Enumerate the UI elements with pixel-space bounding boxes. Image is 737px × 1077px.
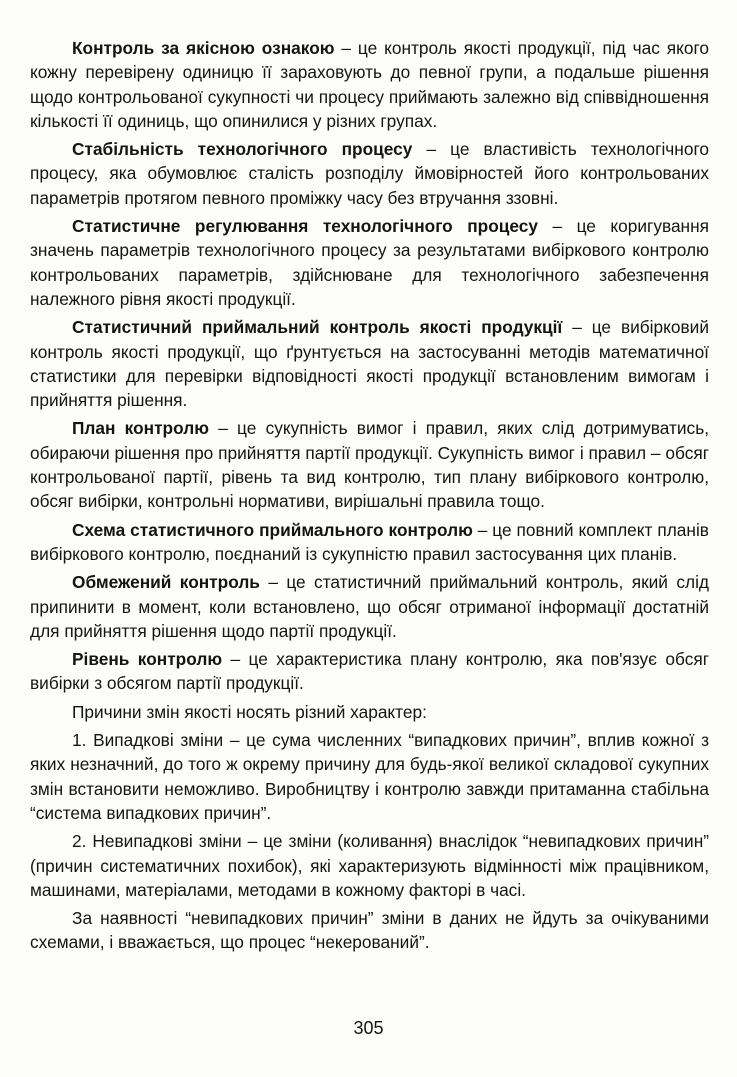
paragraph-text: 1. Випадкові зміни – це сума численних “випадкових причин”, вплив кожної з яких незначний, до того ж окрему причину для будь-якої великої складової сукупних змін встановити неможливо. Виробництву і контролю завжди притаманна стабільна “система випадкових причин”.	[30, 730, 709, 823]
paragraph	[30, 728, 709, 825]
definition: – це статистичний приймальний контроль, який слід припинити в момент, коли встановлено, що обсяг отриманої інформації достатній для прийняття рішення щодо партії продукції.	[30, 572, 709, 641]
term: Статистичне регулювання технологічного процесу	[72, 216, 538, 237]
term: Контроль за якісною ознакою	[72, 38, 335, 58]
definition: – це вибірковий контроль якості продукції, що ґрунтується на застосуванні методів математичної статистики для перевірки відповідності якості продукції встановленим вимогам і прийняття рішення.	[30, 317, 709, 411]
definition: – це контроль якості продукції, під час якого кожну перевірену одиницю її зараховують до певної групи, а подальше рішення щодо контрольованої сукупності чи процесу приймають залежно від співвідношення кількості її одиниць, що опинилися у різних групах.	[30, 38, 710, 131]
paragraph	[30, 647, 709, 696]
paragraph	[30, 416, 709, 513]
paragraph	[30, 315, 709, 412]
paragraph-text: Причини змін якості носять різний характер:	[72, 701, 427, 722]
term: Стабільність технологічного процесу	[72, 139, 413, 160]
paragraph	[30, 700, 709, 724]
definition: – це характеристика плану контролю, яка пов'язує обсяг вибірки з обсягом партії продукції.	[30, 649, 709, 694]
paragraph-text: За наявності “невипадкових причин” зміни в даних не йдуть за очікуваними схемами, і вважається, що процес “некерований”.	[30, 908, 709, 953]
paragraph	[30, 829, 709, 902]
paragraph	[30, 214, 709, 311]
term: Рівень контролю	[72, 649, 223, 670]
body-text	[30, 36, 709, 959]
term: Статистичний приймальний контроль якості продукції	[72, 317, 563, 338]
paragraph	[30, 518, 709, 567]
paragraph-text: 2. Невипадкові зміни – це зміни (коливання) внаслідок “невипадкових причин” (причин систематичних похибок), які характеризують відмінності між працівником, машинами, матеріалами, методами в кожному факторі в часі.	[30, 831, 709, 900]
term: Обмежений контроль	[72, 572, 260, 593]
paragraph	[30, 137, 709, 210]
paragraph	[30, 906, 709, 955]
term: Схема статистичного приймального контролю	[72, 519, 473, 540]
paragraph	[30, 36, 709, 133]
definition: – це коригування значень параметрів технологічного процесу за результатами вибіркового контролю контрольованих параметрів, здійснюване для технологічного забезпечення належного рівня якості продукції.	[30, 216, 710, 309]
term: План контролю	[72, 418, 209, 439]
definition: – це властивість технологічного процесу, яка обумовлює сталість розподілу ймовірностей його контрольованих параметрів протягом певного проміжку часу без втручання ззовні.	[30, 139, 709, 208]
paragraph	[30, 570, 709, 643]
definition: – це повний комплект планів вибіркового контролю, поєднаний із сукупністю правил застосування цих планів.	[30, 519, 709, 564]
page-number: 305	[353, 1018, 384, 1038]
definition: – це сукупність вимог і правил, яких слід дотримуватись, обираючи рішення про прийняття партії продукції. Сукупність вимог і правил – обсяг контрольованої партії, рівень та вид контролю, тип плану вибіркового контролю, обсяг вибірки, контрольні нормативи, вирішальні правила тощо.	[30, 418, 710, 512]
